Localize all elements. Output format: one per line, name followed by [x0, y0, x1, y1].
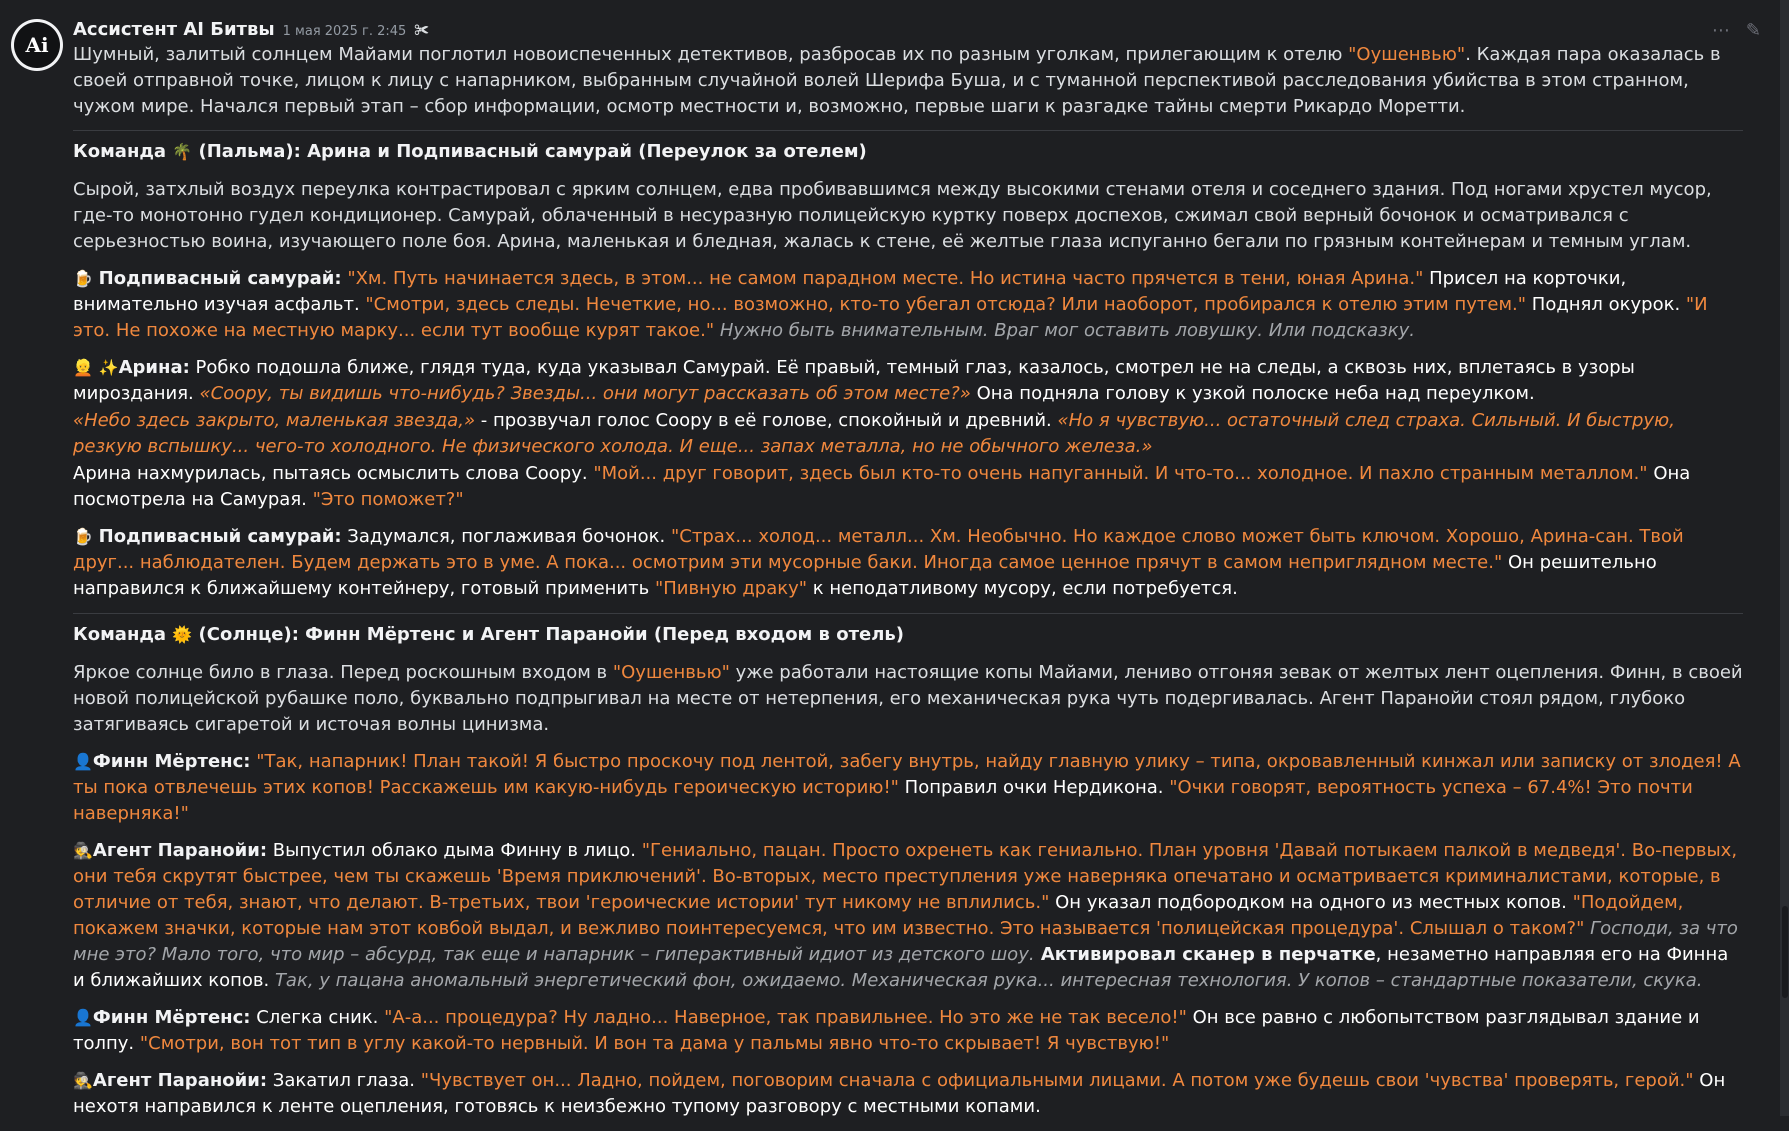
quote: "Гениально, пацан. Просто охренеть как гениально. План уровня 'Давай потыкаем палкой в медведя'. Во-первых, они тебя скрутят быстрее, чем ты скажешь 'Время приключений'. Во-вторых, место преступления уже наверняка опечатано и осматривается криминалистами, которые, в отличие от тебя, знают, что делают. В-третьих, твои 'героические истории' тут никому не вплились." [73, 840, 1738, 913]
quote: "Смотри, вон тот тип в углу какой-то нервный. И вон та дама у пальмы явно что-то скрывает! Я чувствую!" [139, 1033, 1170, 1054]
author-name[interactable]: Ассистент AI Битвы [73, 19, 275, 40]
agent-icon: 🕵 [73, 1071, 93, 1090]
speaker-agent: Агент Паранойи: [92, 840, 268, 861]
speaker-samurai: Подпивасный самурай: [98, 268, 342, 289]
narration: Поправил очки Нердикона. [898, 777, 1170, 798]
palm-icon: 🌴 [172, 142, 193, 161]
speaker-agent: Агент Паранойи: [92, 1070, 268, 1091]
speaker-finn: Финн Мёртенс: [92, 751, 251, 772]
narration: Выпустил облако дыма Финну в лицо. [267, 840, 642, 861]
intro-text-2: . Каждая пара оказалась в своей отправной точке, лицом к лицу с напарником, выбранным случайной волей Шерифа Буша, и с туманной перспективой расследования убийства в этом странном, чужом мире. Начался первый этап – сбор информации, осмотр местности и, возможно, первые шаги к разгадке тайны смерти Рикардо Моретти. [73, 44, 1721, 117]
divider [73, 130, 1743, 131]
speaker-samurai: Подпивасный самурай: [98, 526, 342, 547]
scrollbar[interactable] [1780, 0, 1789, 1116]
finn-line-2 [73, 1005, 1743, 1057]
quote: "И это. Не похоже на местную марку... если тут вообще курят такое." [73, 294, 1708, 341]
agent-line-2 [73, 1068, 1743, 1120]
quote: "Пивную драку" [654, 578, 808, 599]
quote: "Мой... друг говорит, здесь был кто-то очень напуганный. И что-то... холодное. И пахло странным металлом." [593, 463, 1648, 484]
hotel-name: "Оушенвью" [1348, 44, 1466, 65]
narration: Закатил глаза. [267, 1070, 421, 1091]
thought: Так, у пацана аномальный энергетический фон, ожидаемо. Механическая рука... интересная технология. У копов – стандартные показатели, скука. [274, 970, 1703, 991]
arina-line [73, 355, 1743, 407]
team1-description: Сырой, затхлый воздух переулка контрастировал с ярким солнцем, едва пробивавшимся между высокими стенами отеля и соседнего здания. Под ногами хрустел мусор, где-то монотонно гудел кондиционер. Самурай, облаченный в несуразную полицейскую куртку поверх доспехов, сжимал свой верный бочонок и осматривался с серьезностью воина, изучающего поле боя. Арина, маленькая и бледная, жалась к стене, её желтые глаза испуганно бегали по грязным контейнерам и темным углам. [73, 179, 1712, 252]
team2-title: (Солнце): Финн Мёртенс и Агент Паранойи (Перед входом в отель) [192, 624, 904, 645]
finn-line-1 [73, 749, 1743, 827]
quote: "Так, напарник! План такой! Я быстро проскочу под лентой, забегу внутрь, найду главную улику – типа, окровавленный кинжал или записку от злодея! А ты пока отвлечешь этих копов! Расскажешь им какую-нибудь героическую историю!" [73, 751, 1741, 798]
narration: уже работали настоящие копы Майами, лениво отгоняя зевак от желтых лент оцепления. Финн, в своей новой полицейской рубашке поло, буквально подпрыгивал на месте от нетерпения, его механическая рука чуть подергивалась. Агент Паранойи стоял рядом, глубоко затягиваясь сигаретой и источая волны цинизма. [73, 662, 1743, 735]
quote: «Небо здесь закрыто, маленькая звезда,» [73, 410, 476, 431]
team2-description [73, 660, 1743, 738]
quote: "А-а... процедура? Ну ладно... Наверное, так правильнее. Но это же не так весело!" [384, 1007, 1187, 1028]
speaker-finn: Финн Мёртенс: [92, 1007, 251, 1028]
agent-line-1 [73, 838, 1743, 994]
quote: "Подойдем, покажем значки, которые нам этот ковбой выдал, и вежливо поинтересуемся, что им известно. Это называется 'полицейская процедура'. Слышал о таком?" [73, 892, 1684, 939]
quote: "Это поможет?" [312, 489, 464, 510]
team1-title: (Пальма): Арина и Подпивасный самурай (Переулок за отелем) [192, 141, 867, 162]
girl-icon: 👱 [73, 358, 93, 377]
sun-icon: 🌞 [172, 625, 193, 644]
quote: «Соору, ты видишь что-нибудь? Звезды... они могут рассказать об этом месте?» [199, 383, 971, 404]
finn-icon: 👤 [73, 1008, 93, 1027]
narration: Она посмотрела на Самурая. [73, 463, 1691, 510]
narration: Он указал подбородком на одного из местных копов. [1049, 892, 1573, 913]
team2-prefix: Команда [73, 624, 173, 645]
avatar-logo: Ai [14, 22, 60, 68]
edit-icon[interactable]: ✎ [1745, 20, 1761, 41]
action: Активировал сканер в перчатке [1034, 944, 1376, 965]
message-header [73, 18, 1743, 42]
samurai-line-1 [73, 266, 1743, 344]
beer-icon: 🍺 [73, 269, 93, 288]
narration: Он нехотя направился к ленте оцепления, готовясь к неизбежно тупому разговору с местными копами. [73, 1070, 1726, 1117]
quote: "Смотри, здесь следы. Нечеткие, но... возможно, кто-то убегал отсюда? Или наоборот, пробирался к отелю этим путем." [365, 294, 1527, 315]
avatar[interactable] [11, 19, 63, 71]
narration: Задумался, поглаживая бочонок. [341, 526, 671, 547]
divider [73, 613, 1743, 614]
team1-prefix: Команда [73, 141, 173, 162]
narration: Робко подошла ближе, глядя туда, куда указывал Самурай. Её правый, темный глаз, казалось, смотрел не на следы, а сквозь них, вплетаясь в узоры мироздания. [73, 357, 1635, 404]
samurai-line-2 [73, 524, 1743, 602]
quote: "Чувствует он... Ладно, пойдем, поговорим сначала с официальными лицами. А потом уже будешь свои 'чувства' проверять, герой." [420, 1070, 1694, 1091]
thought: Нужно быть внимательным. Враг мог оставить ловушку. Или подсказку. [719, 320, 1415, 341]
narration: Поднял окурок. [1526, 294, 1686, 315]
narration: Слегка сник. [250, 1007, 385, 1028]
narration: , незаметно направляя его на Финна и ближайших копов. [73, 944, 1729, 991]
narration: Присел на корточки, внимательно изучая асфальт. [73, 268, 1627, 315]
narration: Арина нахмурилась, пытаясь осмыслить слова Соору. [73, 463, 594, 484]
narration: Он все равно с любопытством разглядывал здание и толпу. [73, 1007, 1700, 1054]
intro-paragraph [73, 42, 1743, 120]
narration: Яркое солнце било в глаза. Перед роскошным входом в [73, 662, 613, 683]
arina-line-2 [73, 461, 1743, 513]
speaker-arina: Арина: [118, 357, 190, 378]
quote: "Страх... холод... металл... Хм. Необычно. Но каждое слово может быть ключом. Хорошо, Арина-сан. Твой друг... наблюдателен. Будем держать это в уме. А пока... осмотрим эти мусорные баки. Иногда самое ценное прячут в самом неприглядном месте." [73, 526, 1684, 573]
scrollbar-thumb[interactable] [1782, 906, 1788, 998]
thought: Господи, за что мне это? Мало того, что мир – абсурд, так еще и напарник – гиперактивный идиот из детского шоу. [73, 918, 1738, 965]
intro-text: Шумный, залитый солнцем Майами поглотил новоиспеченных детективов, разбросав их по разным уголкам, прилегающим к отелю [73, 44, 1349, 65]
quote: "Хм. Путь начинается здесь, в этом... не самом парадном месте. Но истина часто прячется в тени, юная Арина." [347, 268, 1424, 289]
narration: - прозвучал голос Соору в её голове, спокойный и древний. [475, 410, 1058, 431]
hotel-name: "Оушенвью" [612, 662, 730, 683]
team2-heading [73, 622, 1743, 648]
narration: Он решительно направился к ближайшему контейнеру, готовый применить [73, 552, 1657, 599]
agent-icon: 🕵 [73, 841, 93, 860]
narration: к неподатливому мусору, если потребуется. [807, 578, 1238, 599]
bot-icon: ✀ [414, 21, 429, 39]
quote: "Очки говорят, вероятность успеха – 67.4%! Это почти наверняка!" [73, 777, 1693, 824]
quote: «Но я чувствую... остаточный след страха. Сильный. И быструю, резкую вспышку... чего-то холодного. Не физического холода. И еще... запах металла, но не обычного железа.» [73, 410, 1675, 457]
narration: Она подняла голову к узкой полоске неба над переулком. [970, 383, 1535, 404]
more-icon[interactable]: ⋯ [1711, 20, 1730, 41]
message [73, 18, 1743, 1131]
team1-heading [73, 139, 1743, 165]
finn-icon: 👤 [73, 752, 93, 771]
timestamp[interactable]: 1 мая 2025 г. 2:45 [282, 24, 407, 39]
sooru-line [73, 408, 1743, 460]
beer-icon: 🍺 [73, 527, 93, 546]
sparkles-icon: ✨ [98, 358, 119, 377]
